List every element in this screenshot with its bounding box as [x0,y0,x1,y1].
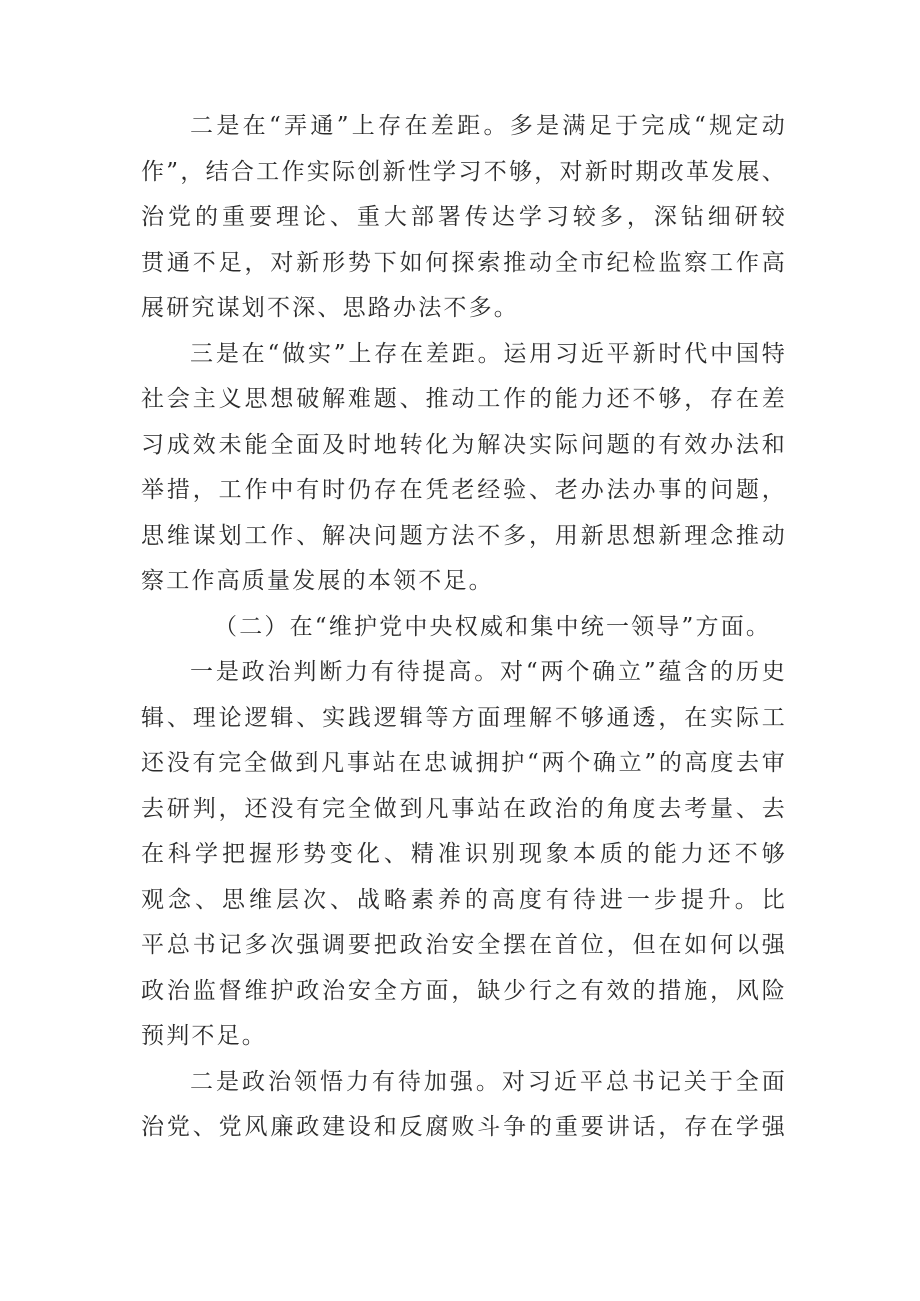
paragraph-understanding-gap [141,104,787,332]
text-line: 观念、思维层次、战略素养的高度有待进一步提升。比 [141,886,787,913]
text-line: 去研判，还没有完全做到凡事站在政治的角度去考量、去 [141,795,787,822]
text-line: 三是在“做实”上存在差距。运用习近平新时代中国特 [190,340,787,367]
paragraph-political-comprehension [141,1060,787,1151]
paragraph-practice-gap [141,332,787,605]
text-line: 还没有完全做到凡事站在忠诚拥护“两个确立”的高度去审 [141,750,787,776]
heading-line: （二）在“维护党中央权威和集中统一领导”方面。 [214,613,772,640]
text-line: 治党的重要理论、重大部署传达学习较多，深钻细研较 [141,204,787,230]
document-body [141,104,787,1151]
text-line: 思维谋划工作、解决问题方法不多，用新思想新理念推动 [141,522,787,549]
text-line: 一是政治判断力有待提高。对“两个确立”蕴含的历史 [190,659,787,685]
text-line: 辑、理论逻辑、实践逻辑等方面理解不够通透，在实际工 [141,704,787,731]
text-line: 平总书记多次强调要把政治安全摆在首位，但在如何以强 [141,932,787,958]
text-line: 二是政治领悟力有待加强。对习近平总书记关于全面 [190,1068,787,1095]
section-heading [141,605,787,651]
text-line: 作”，结合工作实际创新性学习不够，对新时期改革发展、 [141,158,787,185]
text-line: 察工作高质量发展的本领不足。 [141,568,494,594]
text-line: 在科学把握形势变化、精准识别现象本质的能力还不够 [141,841,787,867]
text-line: 习成效未能全面及时地转化为解决实际问题的有效办法和 [141,431,787,458]
text-line: 举措，工作中有时仍存在凭老经验、老办法办事的问题， [141,477,787,503]
text-line: 二是在“弄通”上存在差距。多是满足于完成“规定动 [190,113,787,139]
text-line: 治党、党风廉政建设和反腐败斗争的重要讲话，存在学强 [141,1114,787,1140]
text-line: 展研究谋划不深、思路办法不多。 [141,295,519,321]
text-line: 预判不足。 [141,1023,267,1049]
paragraph-political-judgment [141,650,787,1060]
text-line: 社会主义思想破解难题、推动工作的能力还不够，存在差 [141,386,787,412]
text-line: 政治监督维护政治安全方面，缺少行之有效的措施，风险 [141,977,787,1004]
text-line: 贯通不足，对新形势下如何探索推动全市纪检监察工作高 [141,249,787,276]
